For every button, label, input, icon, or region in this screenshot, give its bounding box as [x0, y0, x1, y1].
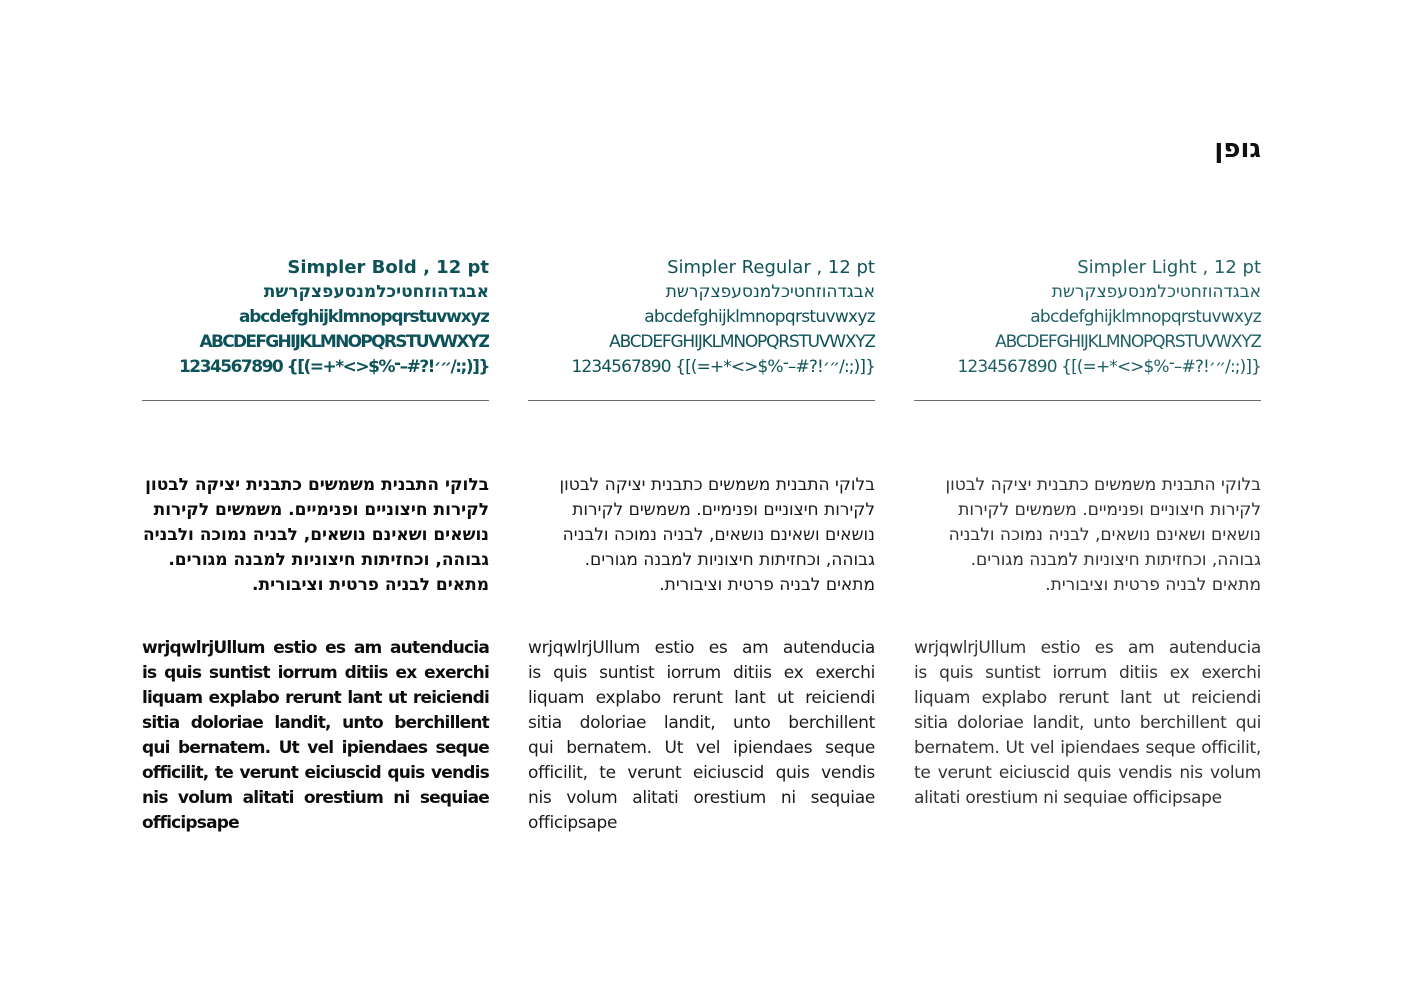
- divider-line: [142, 400, 489, 401]
- uppercase-alphabet: ABCDEFGHIJKLMNOPQRSTUVWXYZ: [995, 332, 1261, 352]
- latin-line: wrjqwlrjUllum estio es am autenducia: [914, 638, 1261, 658]
- hebrew-sample-paragraph: [881, 473, 1261, 598]
- font-column-bold: [142, 255, 489, 833]
- uppercase-alphabet: ABCDEFGHIJKLMNOPQRSTUVWXYZ: [609, 332, 875, 352]
- hebrew-line: לקירות חיצוניים ופנימיים. משמשים לקירות: [153, 500, 489, 520]
- latin-line: wrjqwlrjUllum estio es am autenducia: [528, 638, 875, 658]
- hebrew-line: לקירות חיצוניים ופנימיים. משמשים לקירות: [958, 500, 1261, 520]
- latin-line: officilit, te verunt eiciuscid quis vendis: [528, 763, 875, 783]
- hebrew-sample-paragraph: [495, 473, 875, 598]
- latin-line: wrjqwlrjUllum estio es am autenducia: [142, 638, 489, 658]
- latin-line: sitia doloriae landit, unto berchillent: [528, 713, 875, 733]
- hebrew-line: מתאים לבניה פרטית וציבורית.: [252, 575, 489, 595]
- latin-line: officilit, te verunt eiciuscid quis vendis: [142, 763, 489, 783]
- font-column-light: [914, 255, 1261, 808]
- lowercase-alphabet: abcdefghijklmnopqrstuvwxyz: [644, 307, 875, 327]
- latin-line: liquam explabo rerunt lant ut reiciendi: [142, 688, 489, 708]
- digits-and-symbols: 1234567890 {[(=+*<>$%״׳!?#–־/:;)]}: [957, 357, 1261, 377]
- font-name: Simpler Regular , 12 pt: [667, 257, 875, 278]
- hebrew-line: בלוקי התבנית משמשים כתבנית יציקה לבטון: [945, 475, 1261, 495]
- digits-and-symbols: 1234567890 {[(=+*<>$%״׳!?#–־/:;)]}: [178, 357, 489, 377]
- hebrew-alphabet: אבגדהוזחטיכלמנסעפצקרשת: [1051, 282, 1261, 302]
- page-title: גופן: [1214, 134, 1261, 164]
- hebrew-line: גבוהה, וכחזיתות חיצוניות למבנה מגורים.: [970, 550, 1261, 570]
- latin-line: qui bernatem. Ut vel ipiendaes seque: [528, 738, 875, 758]
- latin-sample-paragraph: [142, 636, 489, 836]
- font-specimen: [914, 255, 1261, 383]
- latin-line: is quis suntist iorrum ditiis ex exerchi: [528, 663, 875, 683]
- uppercase-alphabet: ABCDEFGHIJKLMNOPQRSTUVWXYZ: [199, 332, 489, 352]
- latin-line: is quis suntist iorrum ditiis ex exerchi: [914, 663, 1261, 683]
- font-specimen: [528, 255, 875, 383]
- latin-line: nis volum alitati orestium ni sequiae: [142, 788, 489, 808]
- hebrew-line: נושאים ושאינם נושאים, לבניה נמוכה ולבניה: [562, 525, 875, 545]
- lowercase-alphabet: abcdefghijklmnopqrstuvwxyz: [1030, 307, 1261, 327]
- hebrew-line: גבוהה, וכחזיתות חיצוניות למבנה מגורים.: [168, 550, 489, 570]
- latin-line: te verunt eiciuscid quis vendis nis volum: [914, 763, 1261, 783]
- hebrew-line: מתאים לבניה פרטית וציבורית.: [659, 575, 875, 595]
- hebrew-alphabet: אבגדהוזחטיכלמנסעפצקרשת: [263, 282, 489, 302]
- font-specimen: [142, 255, 489, 383]
- latin-sample-paragraph: [914, 636, 1261, 811]
- hebrew-line: בלוקי התבנית משמשים כתבנית יציקה לבטון: [145, 475, 489, 495]
- latin-line: nis volum alitati orestium ni sequiae: [528, 788, 875, 808]
- hebrew-alphabet: אבגדהוזחטיכלמנסעפצקרשת: [665, 282, 875, 302]
- lowercase-alphabet: abcdefghijklmnopqrstuvwxyz: [239, 307, 489, 327]
- hebrew-line: גבוהה, וכחזיתות חיצוניות למבנה מגורים.: [584, 550, 875, 570]
- latin-line: alitati orestium ni sequiae officipsape: [914, 788, 1222, 808]
- hebrew-line: לקירות חיצוניים ופנימיים. משמשים לקירות: [572, 500, 875, 520]
- hebrew-line: בלוקי התבנית משמשים כתבנית יציקה לבטון: [559, 475, 875, 495]
- latin-line: sitia doloriae landit, unto berchillent qui: [914, 713, 1261, 733]
- digits-and-symbols: 1234567890 {[(=+*<>$%״׳!?#–־/:;)]}: [571, 357, 875, 377]
- latin-sample-paragraph: [528, 636, 875, 836]
- latin-line: sitia doloriae landit, unto berchillent: [142, 713, 489, 733]
- latin-line: qui bernatem. Ut vel ipiendaes seque: [142, 738, 489, 758]
- latin-line: is quis suntist iorrum ditiis ex exerchi: [142, 663, 489, 683]
- hebrew-sample-paragraph: [109, 473, 489, 598]
- hebrew-line: נושאים ושאינם נושאים, לבניה נמוכה ולבניה: [142, 525, 489, 545]
- latin-line: liquam explabo rerunt lant ut reiciendi: [528, 688, 875, 708]
- font-column-regular: [528, 255, 875, 833]
- hebrew-line: נושאים ושאינם נושאים, לבניה נמוכה ולבניה: [948, 525, 1261, 545]
- font-name: Simpler Light , 12 pt: [1077, 257, 1261, 278]
- latin-line: officipsape: [142, 813, 239, 833]
- divider-line: [528, 400, 875, 401]
- divider-line: [914, 400, 1261, 401]
- latin-line: officipsape: [528, 813, 618, 833]
- latin-line: bernatem. Ut vel ipiendaes seque officilit,: [914, 738, 1261, 758]
- latin-line: liquam explabo rerunt lant ut reiciendi: [914, 688, 1261, 708]
- hebrew-line: מתאים לבניה פרטית וציבורית.: [1045, 575, 1261, 595]
- font-name: Simpler Bold , 12 pt: [287, 257, 489, 278]
